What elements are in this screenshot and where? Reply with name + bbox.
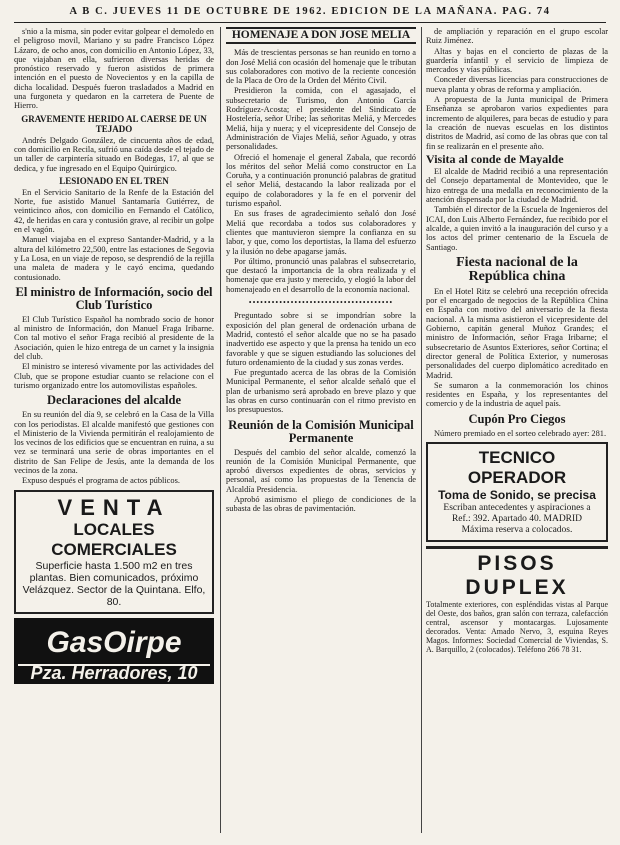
ad-venta-locales [14, 490, 214, 614]
headline-comision-permanente: Reunión de la Comisión Municipal Permanente [228, 417, 414, 445]
article-paragraph: En sus frases de agradecimiento señaló don José Meliá que recordaba a todos sus colaboradores y clientes que mantuvieron siempre la confianza en su labor, y que, como los deportistas, la llama del esfuerzo y la ilusión no debe apagarse jamás. [226, 209, 416, 256]
headline-ministro-informacion: El ministro de Información, socio del Club Turístico [15, 284, 213, 312]
ad-tecnico-subtitle: Toma de Sonido, se precisa [438, 487, 596, 502]
article-paragraph: Después del cambio del señor alcalde, comenzó la reunión de la Comisión Municipal Permanente, que aprobó diversos expedientes de obras, servicios y personal, así como las propuestas de la Tenencia de Alcaldía Presidencia. [226, 447, 416, 494]
article-paragraph: En su reunión del día 9, se celebró en la Casa de la Villa con los periodistas. El alcalde manifestó que gestiones con el Ministerio de la Vivienda permitirán el realojamiento de los vecinos de los edificios que se encuentran en ruina, a su vez se terminará una serie de obras importantes en el distrito de San Felipe de Jesús, ante la demanda de los vecinos de la zona. [14, 410, 214, 475]
article-paragraph: Presidieron la comida, con el agasajado, el subsecretario de Turismo, don Antonio García Rodríguez-Acosta; el presidente del Sindicato de Hostelería, señor Uribe; las señoritas Meliá, y Mercedes Meliá, hija y nuera; y el vicepresidente del Consejo de Administración de Viajes Meliá, señor Aguado, y otras personalidades. [226, 86, 416, 152]
ad-pisos-text: Totalmente exteriores, con espléndidas vistas al Parque del Oeste, dos baños, gran salón con terraza, calefacción central, ascensor y montacargas. Lujosamente decorados. Venta: Amado Nervo, 3, esquina Reyes Magos. Informes: Sociedad Comercial de Viviendas, S. A. Barquillo, 2 (colocados). Teléfono 266 78 31. [426, 599, 608, 654]
ad-pisos-title: PISOS DUPLEX [465, 551, 569, 599]
headline-cupon-ciegos: Cupón Pro Ciegos [468, 411, 566, 426]
ad-pisos-duplex [426, 546, 608, 657]
column-middle [226, 27, 416, 841]
column-divider [220, 27, 221, 833]
article-paragraph: Conceder diversas licencias para construcciones de nueva planta y obras de reforma y ampliación. [426, 75, 608, 94]
ad-tecnico-note: Máxima reserva a colocados. [461, 524, 573, 535]
ad-gasoirpe [14, 618, 214, 684]
section-separator: •••••••••••••••••••••••••••••••••••••• [248, 298, 394, 308]
article-paragraph: Más de trescientas personas se han reunido en torno a don José Meliá con ocasión del homenaje que le tributan sus colaboradores con motivo de la reciente concesión de la Placa de Oro de la Orden del Mérito Civil. [226, 48, 416, 86]
article-paragraph: En el Servicio Sanitario de la Renfe de la Estación del Norte, fue asistido Manuel Santamaría Gutiérrez, de veinticinco años, con domicilio en Fernando el Católico, 42, de heridas en cara y contusión grave, al recibir un golpe en el vagón. [14, 187, 214, 235]
article-paragraph: Por último, pronunció unas palabras el subsecretario, que destacó la importancia de la obra realizada y el homenaje que era justo y merecido, y elogió la labor del homenajeado en el desarrollo de la economía nacional. [226, 256, 416, 294]
article-paragraph: Altas y bajas en el concierto de plazas de la guardería infantil y el servicio de limpieza de mercados y vías públicas. [426, 46, 608, 75]
headline-caida-tejado: GRAVEMENTE HERIDO AL CAERSE DE UN TEJADO [21, 113, 207, 134]
gasoirpe-address: Pza. Herradores, 10 [18, 664, 210, 678]
header-rule [14, 22, 606, 23]
ad-tecnico-text: Escriban antecedentes y aspiraciones a Ref.: 392. Apartado 40. MADRID [443, 502, 591, 524]
article-paragraph: Se sumaron a la conmemoración los chinos residentes en España, y los representantes del comercio y de la industria de aquel país. [426, 380, 608, 409]
page-header: A B C. JUEVES 11 DE OCTUBRE DE 1962. EDICION DE LA MAÑANA. PAG. 74 [69, 6, 551, 17]
article-paragraph: También el director de la Escuela de Ingenieros del ICAI, don Luis Alberto Fernández, fue recibido por el alcalde, a quien invitó a la inauguración del curso y a los actos del primer centenario de la Escuela de Santiago. [426, 205, 608, 252]
article-paragraph: Manuel viajaba en el expreso Santander-Madrid, y a la altura del kilómetro 22,500, entre las estaciones de Segovia y La Losa, en un viaje de reposo, se desprendió de la rejilla una maleta de madera y le cayó encima, quedando contusionado. [14, 235, 214, 282]
article-paragraph: A propuesta de la Junta municipal de Primera Enseñanza se aprobaron varios expedientes para incremento de alquileres, para becas de estudio y para la creación de nuevas escuelas en los distintos distritos de Madrid, así como de las obras que con tal fin se realizarán en el presente año. [426, 95, 608, 151]
column-divider [421, 27, 422, 833]
article-paragraph: Andrés Delgado González, de cincuenta años de edad, con domicilio en Recila, sufrió una caída desde el tejado de un taller de carpintería situado en Bodegas, 17, al que se dedica, y fue ingresado en el Equipo Quirúrgico. [14, 135, 214, 173]
article-paragraph: de ampliación y reparación en el grupo escolar Ruiz Jiménez. [426, 27, 608, 46]
ad-tecnico-title: TECNICO OPERADOR [467, 447, 567, 487]
headline-homenaje-melia: HOMENAJE A DON JOSE MELIA [226, 27, 416, 44]
ad-venta-subtitle: LOCALES COMERCIALES [51, 519, 177, 559]
article-paragraph: Número premiado en el sorteo celebrado ayer: 281. [434, 428, 607, 438]
article-paragraph: Aprobó asimismo el pliego de condiciones de la subasta de las obras de pavimentación. [226, 495, 416, 514]
article-continuation: s'nio a la misma, sin poder evitar golpear el demoledo en el peligroso movil, Mariano y su padre Francisco López Lázaro, de ocho anos, con domicilio en Antonio López, 33, que viajaban en ella, sufrieron diversas heridas de pronóstico reservado y fueron asistidos de primera intención en el puesto de Novecientos y en la capilla de dicha localidad. Después fueron trasladados a Madrid en una furgoneta y quedaron en la carretera de Puente de Hierro. [14, 27, 214, 111]
article-paragraph: El Club Turístico Español ha nombrado socio de honor al ministro de Información, don Manuel Fraga Iribarne. Con tal motivo el señor Fraga recibió al presidente de la Asociación, quien le hizo entrega de un carnet y la insignia del club. [14, 314, 214, 362]
article-paragraph: Fue preguntado acerca de las obras de la Comisión Municipal Permanente, el señor alcalde señaló que el plan de urbanismo será aprobado en breve plazo y que las obras en curso continuarán con el ritmo previsto en los presupuestos. [226, 368, 416, 415]
ad-tecnico-operador [426, 442, 608, 542]
article-paragraph: Expuso después el programa de actos públicos. [22, 476, 180, 486]
column-left [14, 27, 214, 841]
article-paragraph: Ofreció el homenaje el general Zabala, que recordó los méritos del señor Meliá como constructor en La Coruña, y a continuación pronunció palabras de gratitud el señor Meliá, destacando la labor realizada por el equipo de colaboradores y la fe en el porvenir del turismo español. [226, 152, 416, 209]
ad-venta-text: Superficie hasta 1.500 m2 en tres plantas. Bien comunicados, próximo Velázquez. Sector de la Quintana. Elfo, 80. [22, 559, 206, 608]
ad-venta-title: VENTA [57, 494, 171, 520]
article-paragraph: En el Hotel Ritz se celebró una recepción ofrecida por el encargado de negocios de la República China en España con motivo del aniversario de la fiesta nacional. A la misma asistieron el vicepresidente del Gobierno, capitán general Muñoz Grandes; el ministro de Información, señor Fraga Iribarne; el subsecretario de Asuntos Exteriores, señor Cortina; el director general de Política Exterior, y numerosas personalidades del cuerpo diplomático acreditado en Madrid. [426, 286, 608, 380]
headline-fiesta-china: Fiesta nacional de la República china [456, 254, 578, 284]
article-paragraph: El ministro se interesó vivamente por las actividades del Club, que se propone estudiar cuanto se relacione con el turismo organizado entre los automovilistas españoles. [14, 362, 214, 390]
column-right [426, 27, 608, 841]
headline-visita-mayalde: Visita al conde de Mayalde [426, 151, 564, 166]
gasoirpe-logo: GasOirpe [46, 625, 182, 659]
article-paragraph: Preguntado sobre si se impondrían sobre la exposición del plan general de ordenación urbana de Madrid, contestó el señor alcalde que no se ha pasado inadvertido ese aspecto y que la prensa ha tenido un eco favorable y que se siguen estudiando las soluciones del futuro ordenamiento de la ciudad y sus zonas verdes. [226, 311, 416, 367]
headline-declaraciones-alcalde: Declaraciones del alcalde [47, 393, 181, 408]
headline-lesionado-tren: LESIONADO EN EL TREN [59, 175, 169, 186]
article-paragraph: El alcalde de Madrid recibió a una representación del Consejo departamental de Montevideo, que le hizo entrega de una medalla en reconocimiento de la atención dispensada por la ciudad de Madrid. [426, 167, 608, 205]
